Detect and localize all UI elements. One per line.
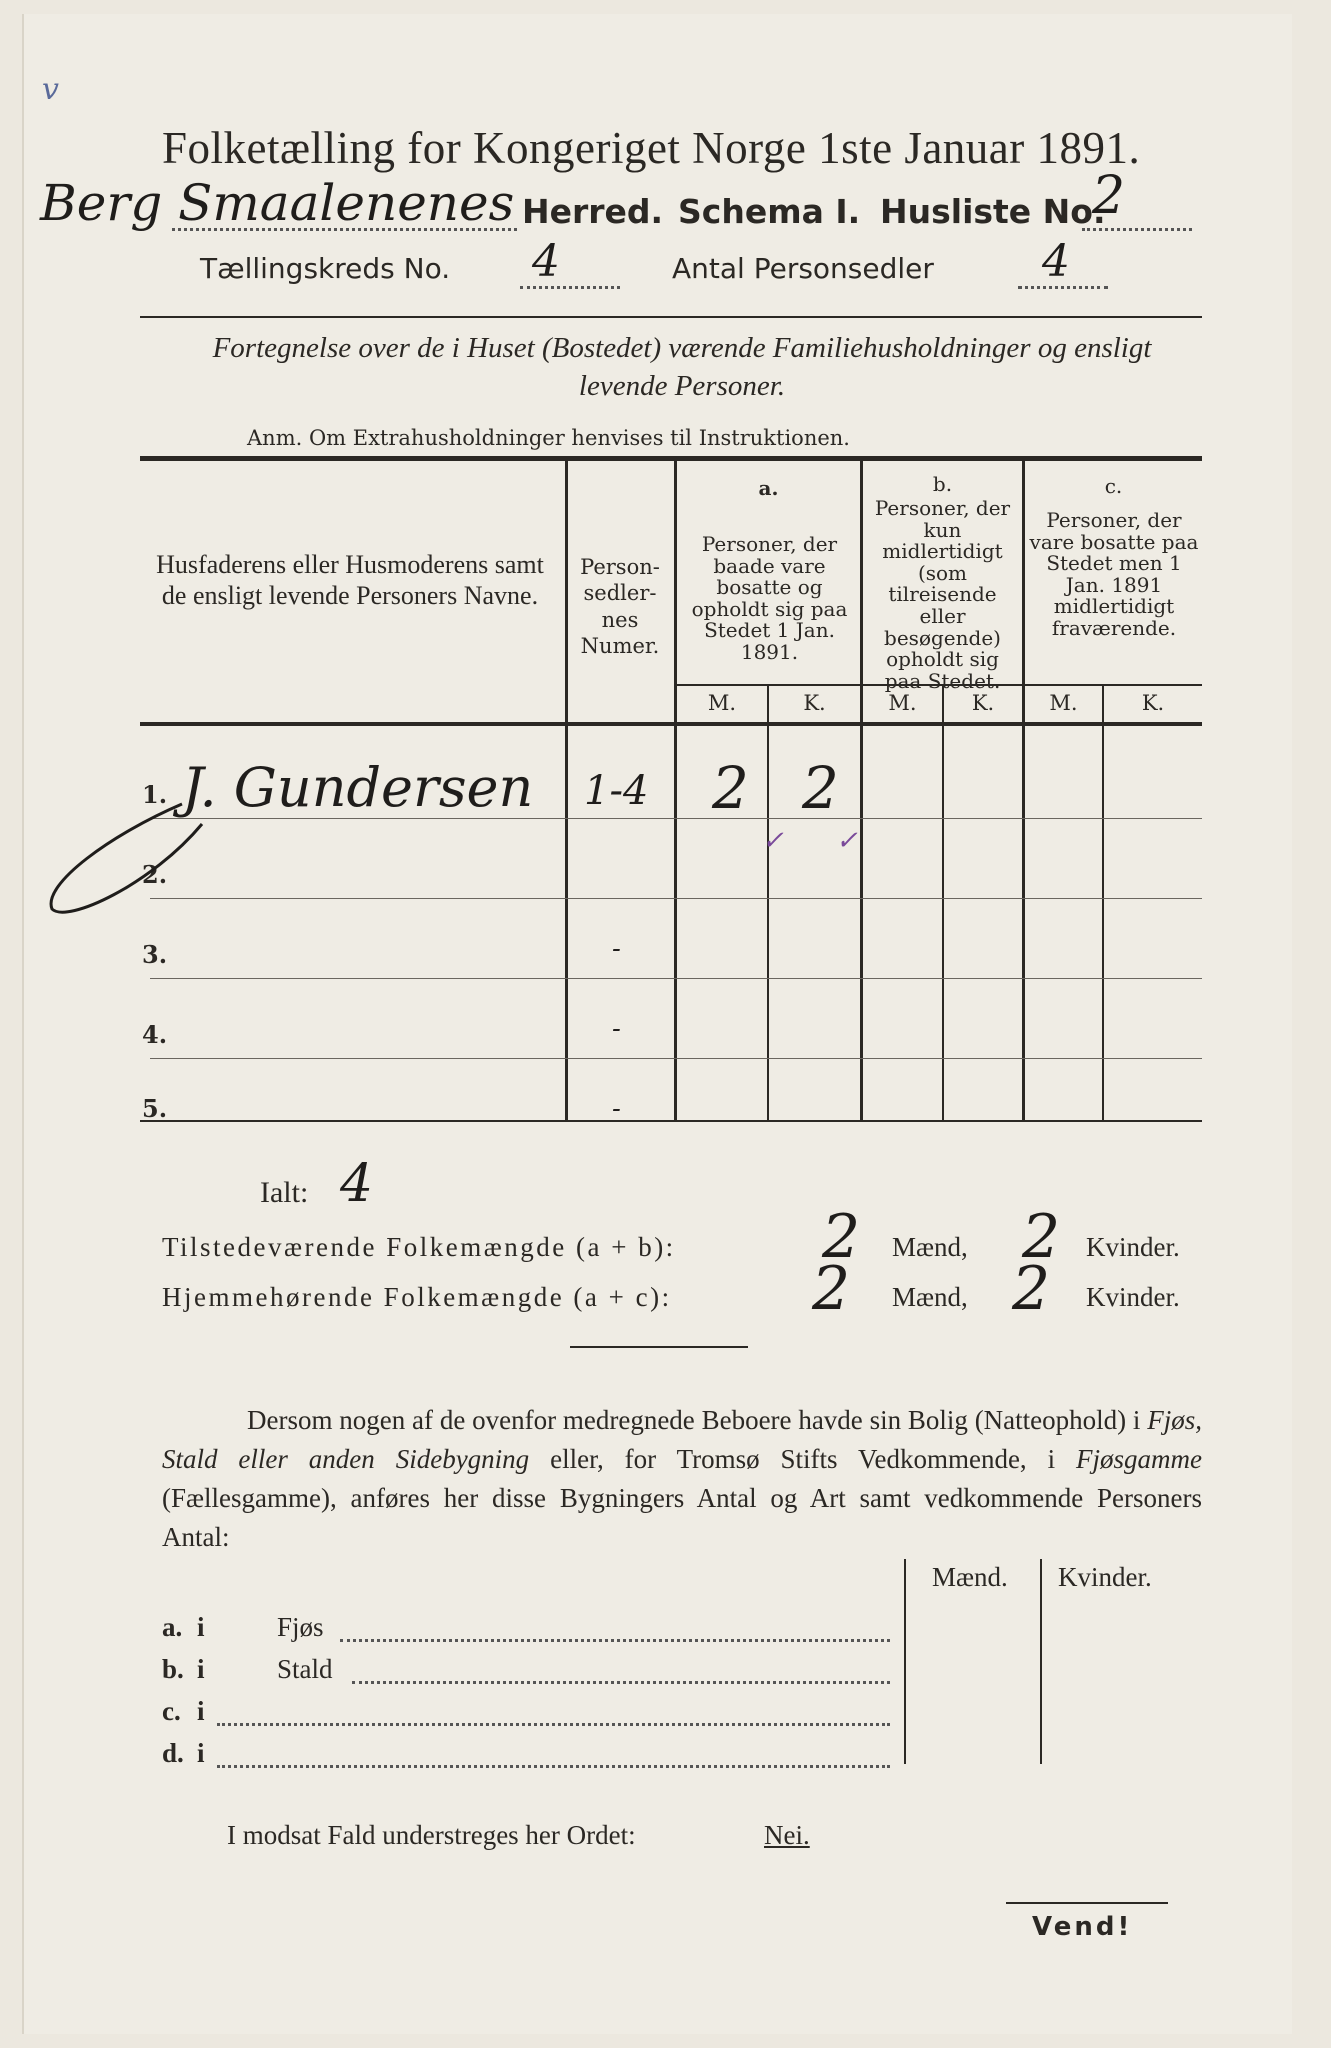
name-flourish-icon [32, 794, 232, 924]
row-3-number: 3. [142, 940, 168, 969]
col-divider-c-mk [1102, 686, 1104, 1120]
buildings-col-divider-2 [1040, 1559, 1042, 1764]
tilstede-kvinder: 2 [1022, 1202, 1061, 1272]
personsedler-dotted-line [1018, 286, 1108, 289]
kreds-dotted-line [520, 286, 620, 289]
ialt-value: 4 [340, 1154, 374, 1214]
col-divider-a-mk [767, 686, 769, 1120]
table-top-border [140, 456, 1202, 461]
row-1-number: 1. [142, 780, 168, 809]
census-form-page [22, 14, 1292, 2034]
item-b-prep: i [197, 1654, 205, 1684]
col-b-header: Personer, der kun midlertidigt (som tilreisende eller besøgende) opholdt sig paa Stedet. [874, 496, 1011, 693]
row-4-personsedler: - [612, 1014, 621, 1044]
buildings-paragraph [162, 1401, 1202, 1557]
hjemme-maend-label: Mænd, [892, 1282, 968, 1312]
col-b-m-label: M. [888, 691, 917, 715]
modsat-word: Nei. [764, 1820, 810, 1850]
tilstede-kvinder-label: Kvinder. [1086, 1232, 1180, 1262]
col-divider-names [565, 461, 568, 1120]
col-divider-b-mk [942, 686, 944, 1120]
buildings-kvinder-header: Kvinder. [1058, 1562, 1152, 1592]
col-a-m-label: M. [707, 691, 737, 715]
herred-dotted-line [172, 228, 517, 231]
totals-separator [570, 1346, 748, 1348]
check-mark: v [42, 72, 59, 107]
hjemme-label: Hjemmehørende Folkemængde (a + c): [162, 1282, 672, 1312]
hjemme-maend: 2 [812, 1254, 851, 1324]
herred-name: Berg Smaalenenes [40, 174, 515, 232]
table-bottom-border [140, 1120, 1202, 1122]
kreds-number: 4 [532, 236, 560, 287]
tilstede-maend-label: Mænd, [892, 1232, 968, 1262]
col-divider-b [1022, 461, 1025, 1120]
husliste-number: 2 [1092, 166, 1126, 226]
col-divider-num [674, 461, 677, 1120]
kreds-label: Tællingskreds No. [200, 252, 451, 285]
paragraph-part-1: Dersom nogen af de ovenfor medregnede Beboere havde sin Bolig (Natteophold) i [247, 1405, 1141, 1435]
anm-note: Anm. Om Extrahusholdninger henvises til Instruktionen. [247, 426, 850, 450]
row-3-personsedler: - [612, 934, 621, 964]
tilstede-maend: 2 [822, 1202, 861, 1272]
row-line-4 [150, 1058, 1202, 1059]
item-d-letter: d. [162, 1738, 184, 1768]
vend-line [1006, 1902, 1168, 1904]
buildings-col-divider-1 [904, 1559, 906, 1764]
col-a-header: Personer, der baade vare bosatte og opholdt sig paa Stedet 1 Jan. 1891. [691, 532, 848, 664]
intro-line-2: levende Personer. [578, 370, 786, 402]
col-c-m-label: M. [1049, 691, 1078, 715]
form-title: Folketælling for Kongeriget Norge 1ste Januar 1891. [162, 123, 1141, 173]
item-b-letter: b. [162, 1654, 184, 1684]
personsedler-label: Antal Personsedler [672, 252, 934, 285]
header-separator [140, 316, 1202, 318]
intro-line-1: Fortegnelse over de i Huset (Bostedet) værende Familiehusholdninger og ensligt [212, 332, 1152, 364]
row-1-a-k: 2 [802, 754, 839, 822]
paragraph-emphasis-2: Fjøsgamme [1076, 1444, 1203, 1474]
row-5-number: 5. [142, 1094, 168, 1123]
row-5-personsedler: - [612, 1094, 621, 1124]
vend-label: Vend! [1032, 1912, 1133, 1942]
hjemme-kvinder-label: Kvinder. [1086, 1282, 1180, 1312]
col-c-letter: c. [1104, 474, 1123, 498]
row-1-a-m-tick-icon: ✓ [762, 826, 784, 856]
paragraph-part-3: (Fællesgamme), anføres her disse Bygningers Antal og Art samt vedkommende Personers Antal: [162, 1483, 1202, 1552]
item-b-dotted-line [352, 1681, 890, 1684]
col-b-letter: b. [932, 472, 953, 496]
item-b-label: Stald [277, 1654, 333, 1684]
col-b-k-label: K. [971, 691, 995, 715]
row-1-a-k-tick-icon: ✓ [836, 826, 858, 856]
table-header-bottom-border [140, 722, 1202, 726]
row-1-personsedler: 1-4 [584, 768, 649, 814]
ialt-label: Ialt: [260, 1176, 309, 1209]
item-a-dotted-line [340, 1639, 890, 1642]
row-2-number: 2. [142, 860, 168, 889]
item-a-letter: a. [162, 1612, 183, 1642]
item-d-prep: i [197, 1738, 205, 1768]
col-c-header: Personer, der vare bosatte paa Stedet men 1 Jan. 1891 midlertidigt fraværende. [1029, 508, 1199, 640]
item-c-prep: i [197, 1696, 205, 1726]
col-a-letter: a. [758, 476, 779, 500]
buildings-maend-header: Mænd. [932, 1562, 1008, 1592]
item-c-letter: c. [162, 1696, 181, 1726]
col-divider-a [860, 461, 863, 1120]
row-line-3 [150, 978, 1202, 979]
col-names-header: Husfaderens eller Husmoderens samt de ensligt levende Personers Navne. [156, 550, 544, 611]
col-a-k-label: K. [803, 691, 826, 715]
col-num-header: Person-sedler-nes Numer. [580, 555, 660, 658]
tilstede-label: Tilstedeværende Folkemængde (a + b): [162, 1232, 676, 1262]
col-c-k-label: K. [1141, 691, 1165, 715]
paragraph-emphasis-1: Fjøs, Stald eller anden Sidebygning [162, 1405, 1202, 1474]
row-line-2 [150, 898, 1202, 899]
row-1-a-m: 2 [712, 754, 749, 822]
husliste-label: Husliste No. [880, 192, 1106, 231]
personsedler-number: 4 [1042, 236, 1070, 287]
item-a-label: Fjøs [277, 1612, 324, 1642]
herred-label: Herred. [522, 192, 664, 231]
row-1-name: J. Gundersen [182, 756, 534, 819]
husliste-dotted-line [1082, 228, 1192, 231]
item-d-dotted-line [217, 1765, 890, 1768]
item-a-prep: i [197, 1612, 205, 1642]
hjemme-kvinder: 2 [1012, 1254, 1051, 1324]
modsat-text: I modsat Fald understreges her Ordet: [227, 1820, 636, 1850]
row-4-number: 4. [142, 1020, 168, 1049]
schema-label: Schema I. [678, 192, 861, 231]
paragraph-part-2: eller, for Tromsø Stifts Vedkommende, i [550, 1444, 1056, 1474]
item-c-dotted-line [217, 1723, 890, 1726]
